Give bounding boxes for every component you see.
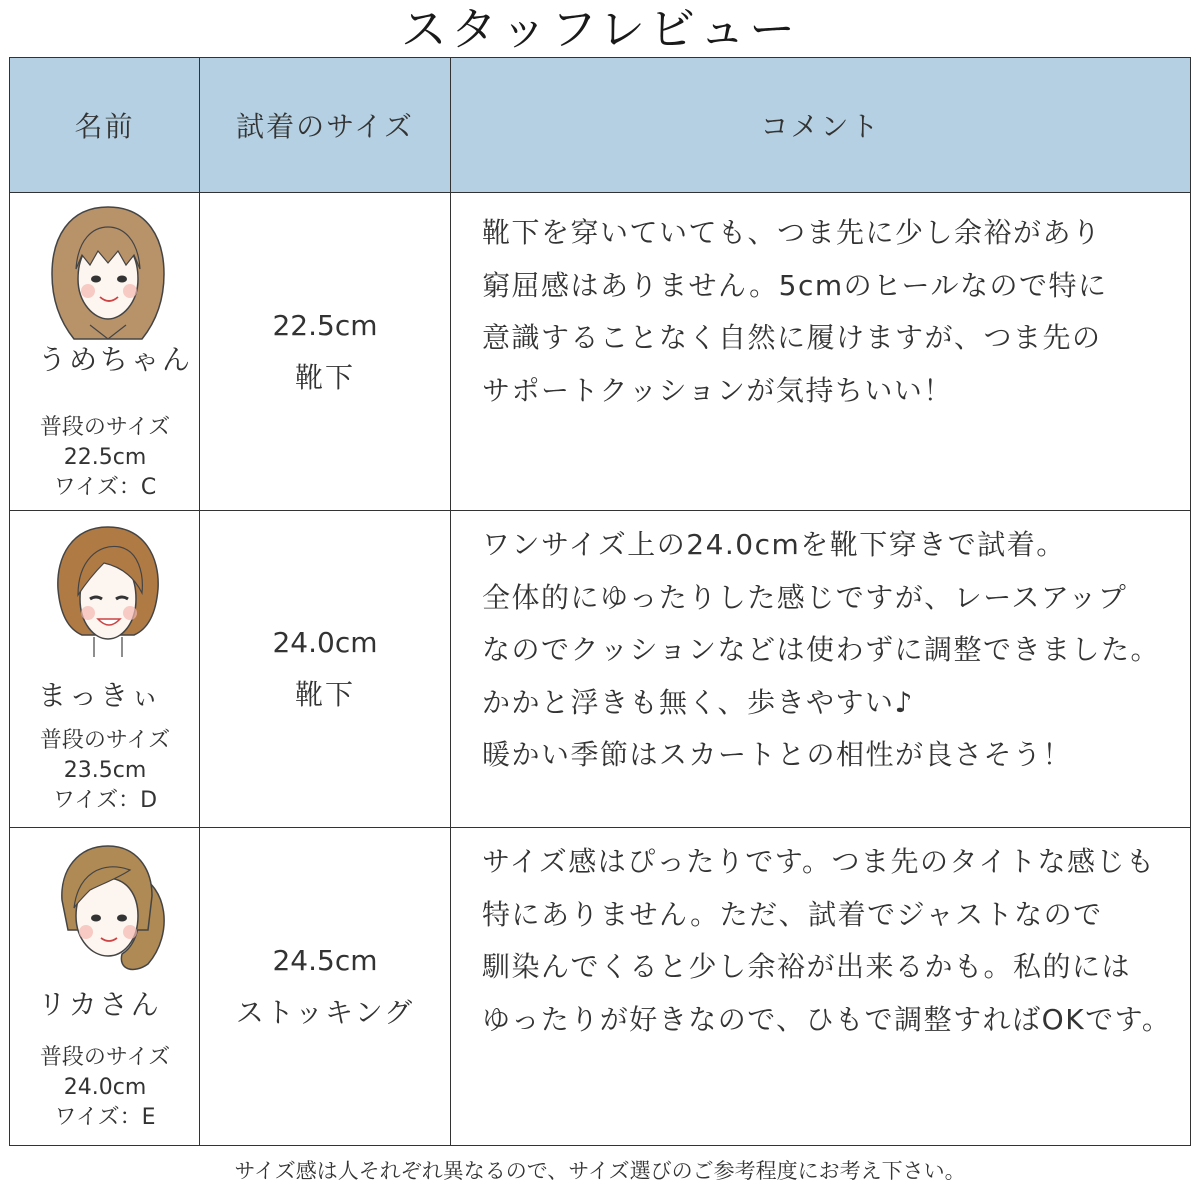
comment-line: 意識することなく自然に履けますが、つま先の bbox=[482, 321, 1102, 354]
usual-size-label: 普段のサイズ bbox=[39, 1045, 171, 1070]
tried-size-value: 22.5cm bbox=[272, 308, 378, 342]
comment-line: かかと浮きも無く、歩きやすい♪ bbox=[482, 685, 914, 719]
tried-size-cell bbox=[200, 511, 451, 828]
footer-note: サイズ感は人それぞれ異なるので、サイズ選びのご参考程度にお考え下さい。 bbox=[234, 1159, 966, 1183]
comment-line: 特にありません。ただ、試着でジャストなので bbox=[482, 897, 1103, 931]
staff-avatar-bob-hair-icon bbox=[38, 517, 178, 659]
width-value: ワイズ：C bbox=[53, 475, 157, 500]
staff-cell bbox=[10, 511, 200, 828]
table-row bbox=[10, 511, 1191, 828]
tried-size-cell bbox=[200, 828, 451, 1146]
table-row bbox=[10, 828, 1191, 1146]
staff-name: まっきぃ bbox=[38, 679, 163, 712]
usual-size-value: 22.5cm bbox=[63, 445, 147, 470]
comment-cell bbox=[451, 193, 1191, 511]
width-value: ワイズ：D bbox=[52, 788, 158, 813]
table-row bbox=[10, 193, 1191, 511]
comment-line: なのでクッションなどは使わずに調整できました。 bbox=[482, 633, 1160, 666]
header-name: 名前 bbox=[10, 58, 200, 193]
comment-line: サポートクッションが気持ちいい！ bbox=[482, 373, 953, 407]
comment-cell bbox=[451, 511, 1191, 828]
tried-size-value: 24.0cm bbox=[272, 626, 378, 659]
comment-line: ワンサイズ上の24.0cmを靴下穿きで試着。 bbox=[482, 528, 1066, 561]
header-tried-size: 試着のサイズ bbox=[200, 58, 451, 193]
comment-line: 暖かい季節はスカートとの相性が良さそう！ bbox=[482, 738, 1073, 771]
page-title: スタッフレビュー bbox=[400, 2, 800, 56]
tried-with: 靴下 bbox=[294, 678, 355, 711]
tried-size-value: 24.5cm bbox=[272, 943, 378, 977]
tried-size-cell bbox=[200, 193, 451, 511]
tried-with: 靴下 bbox=[294, 360, 355, 394]
staff-cell bbox=[10, 828, 200, 1146]
comment-line: 全体的にゆったりした感じですが、レースアップ bbox=[482, 580, 1128, 614]
comment-line: 窮屈感はありません。5cmのヒールなので特に bbox=[482, 268, 1108, 302]
staff-avatar-side-ponytail-icon bbox=[38, 834, 178, 976]
comment-line: 靴下を穿いていても、つま先に少し余裕があり bbox=[482, 216, 1102, 249]
staff-name: リカさん bbox=[38, 988, 162, 1021]
staff-review-table bbox=[9, 57, 1191, 1146]
usual-size-label: 普段のサイズ bbox=[39, 415, 171, 440]
staff-name: うめちゃん bbox=[38, 343, 194, 376]
comment-line: ゆったりが好きなので、ひもで調整すればOKです。 bbox=[482, 1002, 1172, 1036]
width-value: ワイズ：E bbox=[54, 1105, 156, 1130]
usual-size-value: 23.5cm bbox=[63, 758, 147, 783]
tried-with: ストッキング bbox=[235, 995, 415, 1029]
staff-cell bbox=[10, 193, 200, 511]
staff-avatar-long-hair-icon bbox=[38, 199, 178, 341]
comment-cell bbox=[451, 828, 1191, 1146]
usual-size-value: 24.0cm bbox=[63, 1075, 147, 1100]
header-comment: コメント bbox=[451, 58, 1191, 193]
comment-line: サイズ感はぴったりです。つま先のタイトな感じも bbox=[482, 845, 1156, 878]
usual-size-label: 普段のサイズ bbox=[39, 728, 171, 753]
comment-line: 馴染んでくると少し余裕が出来るかも。私的には bbox=[482, 950, 1132, 983]
table-header-row bbox=[10, 58, 1191, 193]
